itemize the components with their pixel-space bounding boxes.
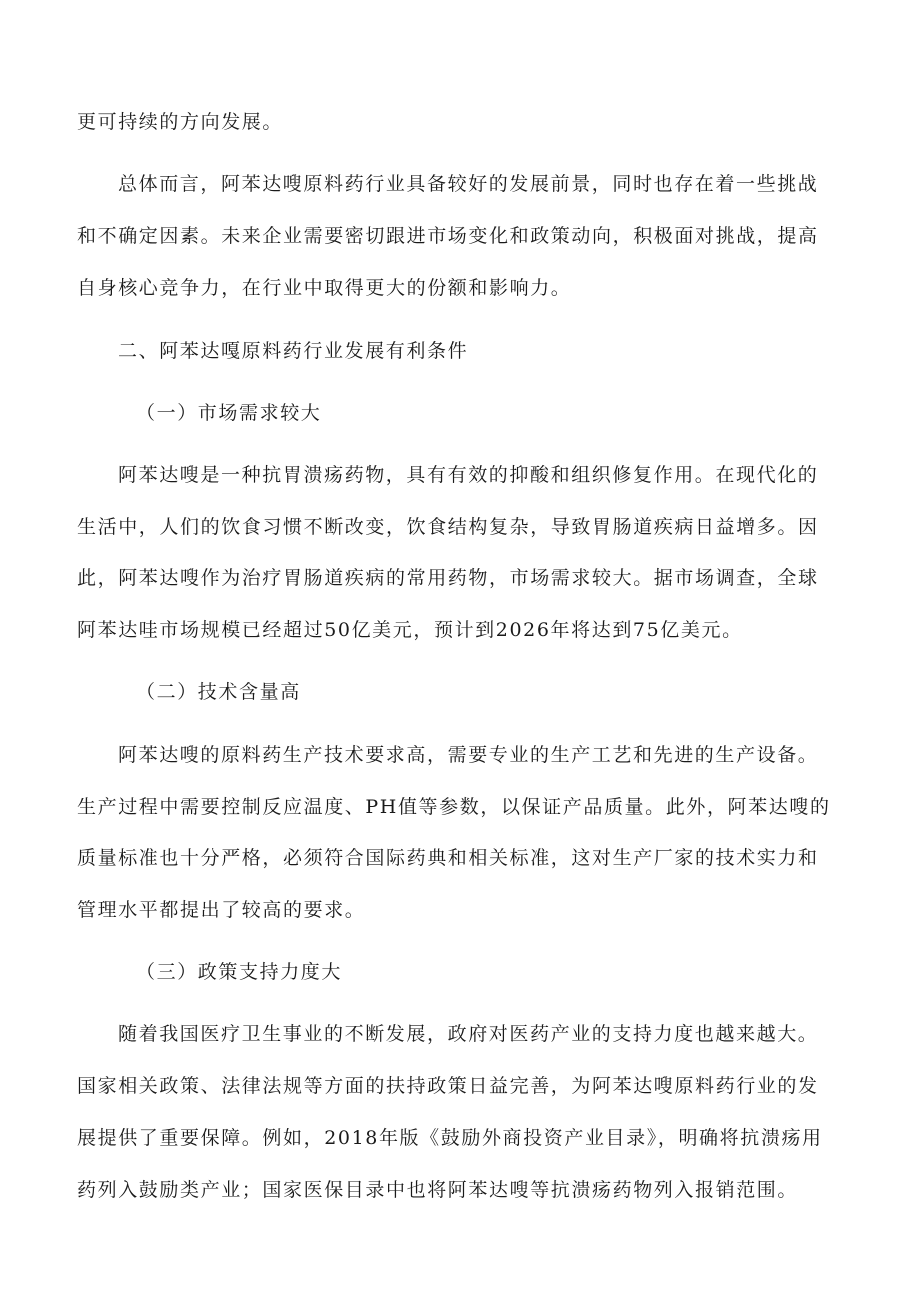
section-heading: 二、阿苯达嘎原料药行业发展有利条件 xyxy=(118,340,469,362)
paragraph-line: 此，阿苯达嗖作为治疗胃肠道疾病的常用药物，市场需求较大。据市场调查，全球 xyxy=(77,567,819,589)
paragraph-line: 展提供了重要保障。例如，2018年版《鼓励外商投资产业目录》，明确将抗溃疡用 xyxy=(77,1127,823,1149)
paragraph-line: 管理水平都提出了较高的要求。 xyxy=(77,899,366,921)
paragraph-line: 随着我国医疗卫生事业的不断发展，政府对医药产业的支持力度也越来越大。 xyxy=(118,1023,819,1045)
paragraph-line: 总体而言，阿苯达嗖原料药行业具备较好的发展前景，同时也存在着一些挑战 xyxy=(118,173,819,195)
subsection-heading: （一）市场需求较大 xyxy=(136,402,322,424)
subsection-heading: （三）政策支持力度大 xyxy=(136,961,343,983)
paragraph-line: 国家相关政策、法律法规等方面的扶持政策日益完善，为阿苯达嗖原料药行业的发 xyxy=(77,1075,819,1097)
paragraph-line: 阿苯达嗖的原料药生产技术要求高，需要专业的生产工艺和先进的生产设备。 xyxy=(118,744,819,766)
paragraph-line: 生活中，人们的饮食习惯不断改变，饮食结构复杂，导致胃肠道疾病日益增多。因 xyxy=(77,516,819,538)
paragraph-line: 更可持续的方向发展。 xyxy=(77,111,284,133)
subsection-heading: （二）技术含量高 xyxy=(136,681,301,703)
paragraph-line: 阿苯达哇市场规模已经超过50亿美元，预计到2026年将达到75亿美元。 xyxy=(77,619,743,641)
paragraph-line: 质量标准也十分严格，必须符合国际药典和相关标准，这对生产厂家的技术实力和 xyxy=(77,847,819,869)
paragraph-line: 阿苯达嗖是一种抗胃溃疡药物，具有有效的抑酸和组织修复作用。在现代化的 xyxy=(118,464,819,486)
paragraph-line: 自身核心竞争力，在行业中取得更大的份额和影响力。 xyxy=(77,277,572,299)
paragraph-line: 和不确定因素。未来企业需要密切跟进市场变化和政策动向，积极面对挑战，提高 xyxy=(77,225,819,247)
paragraph-line: 生产过程中需要控制反应温度、PH值等参数，以保证产品质量。此外，阿苯达嗖的 xyxy=(77,796,831,818)
paragraph-line: 药列入鼓励类产业；国家医保目录中也将阿苯达嗖等抗溃疡药物列入报销范围。 xyxy=(77,1179,799,1201)
